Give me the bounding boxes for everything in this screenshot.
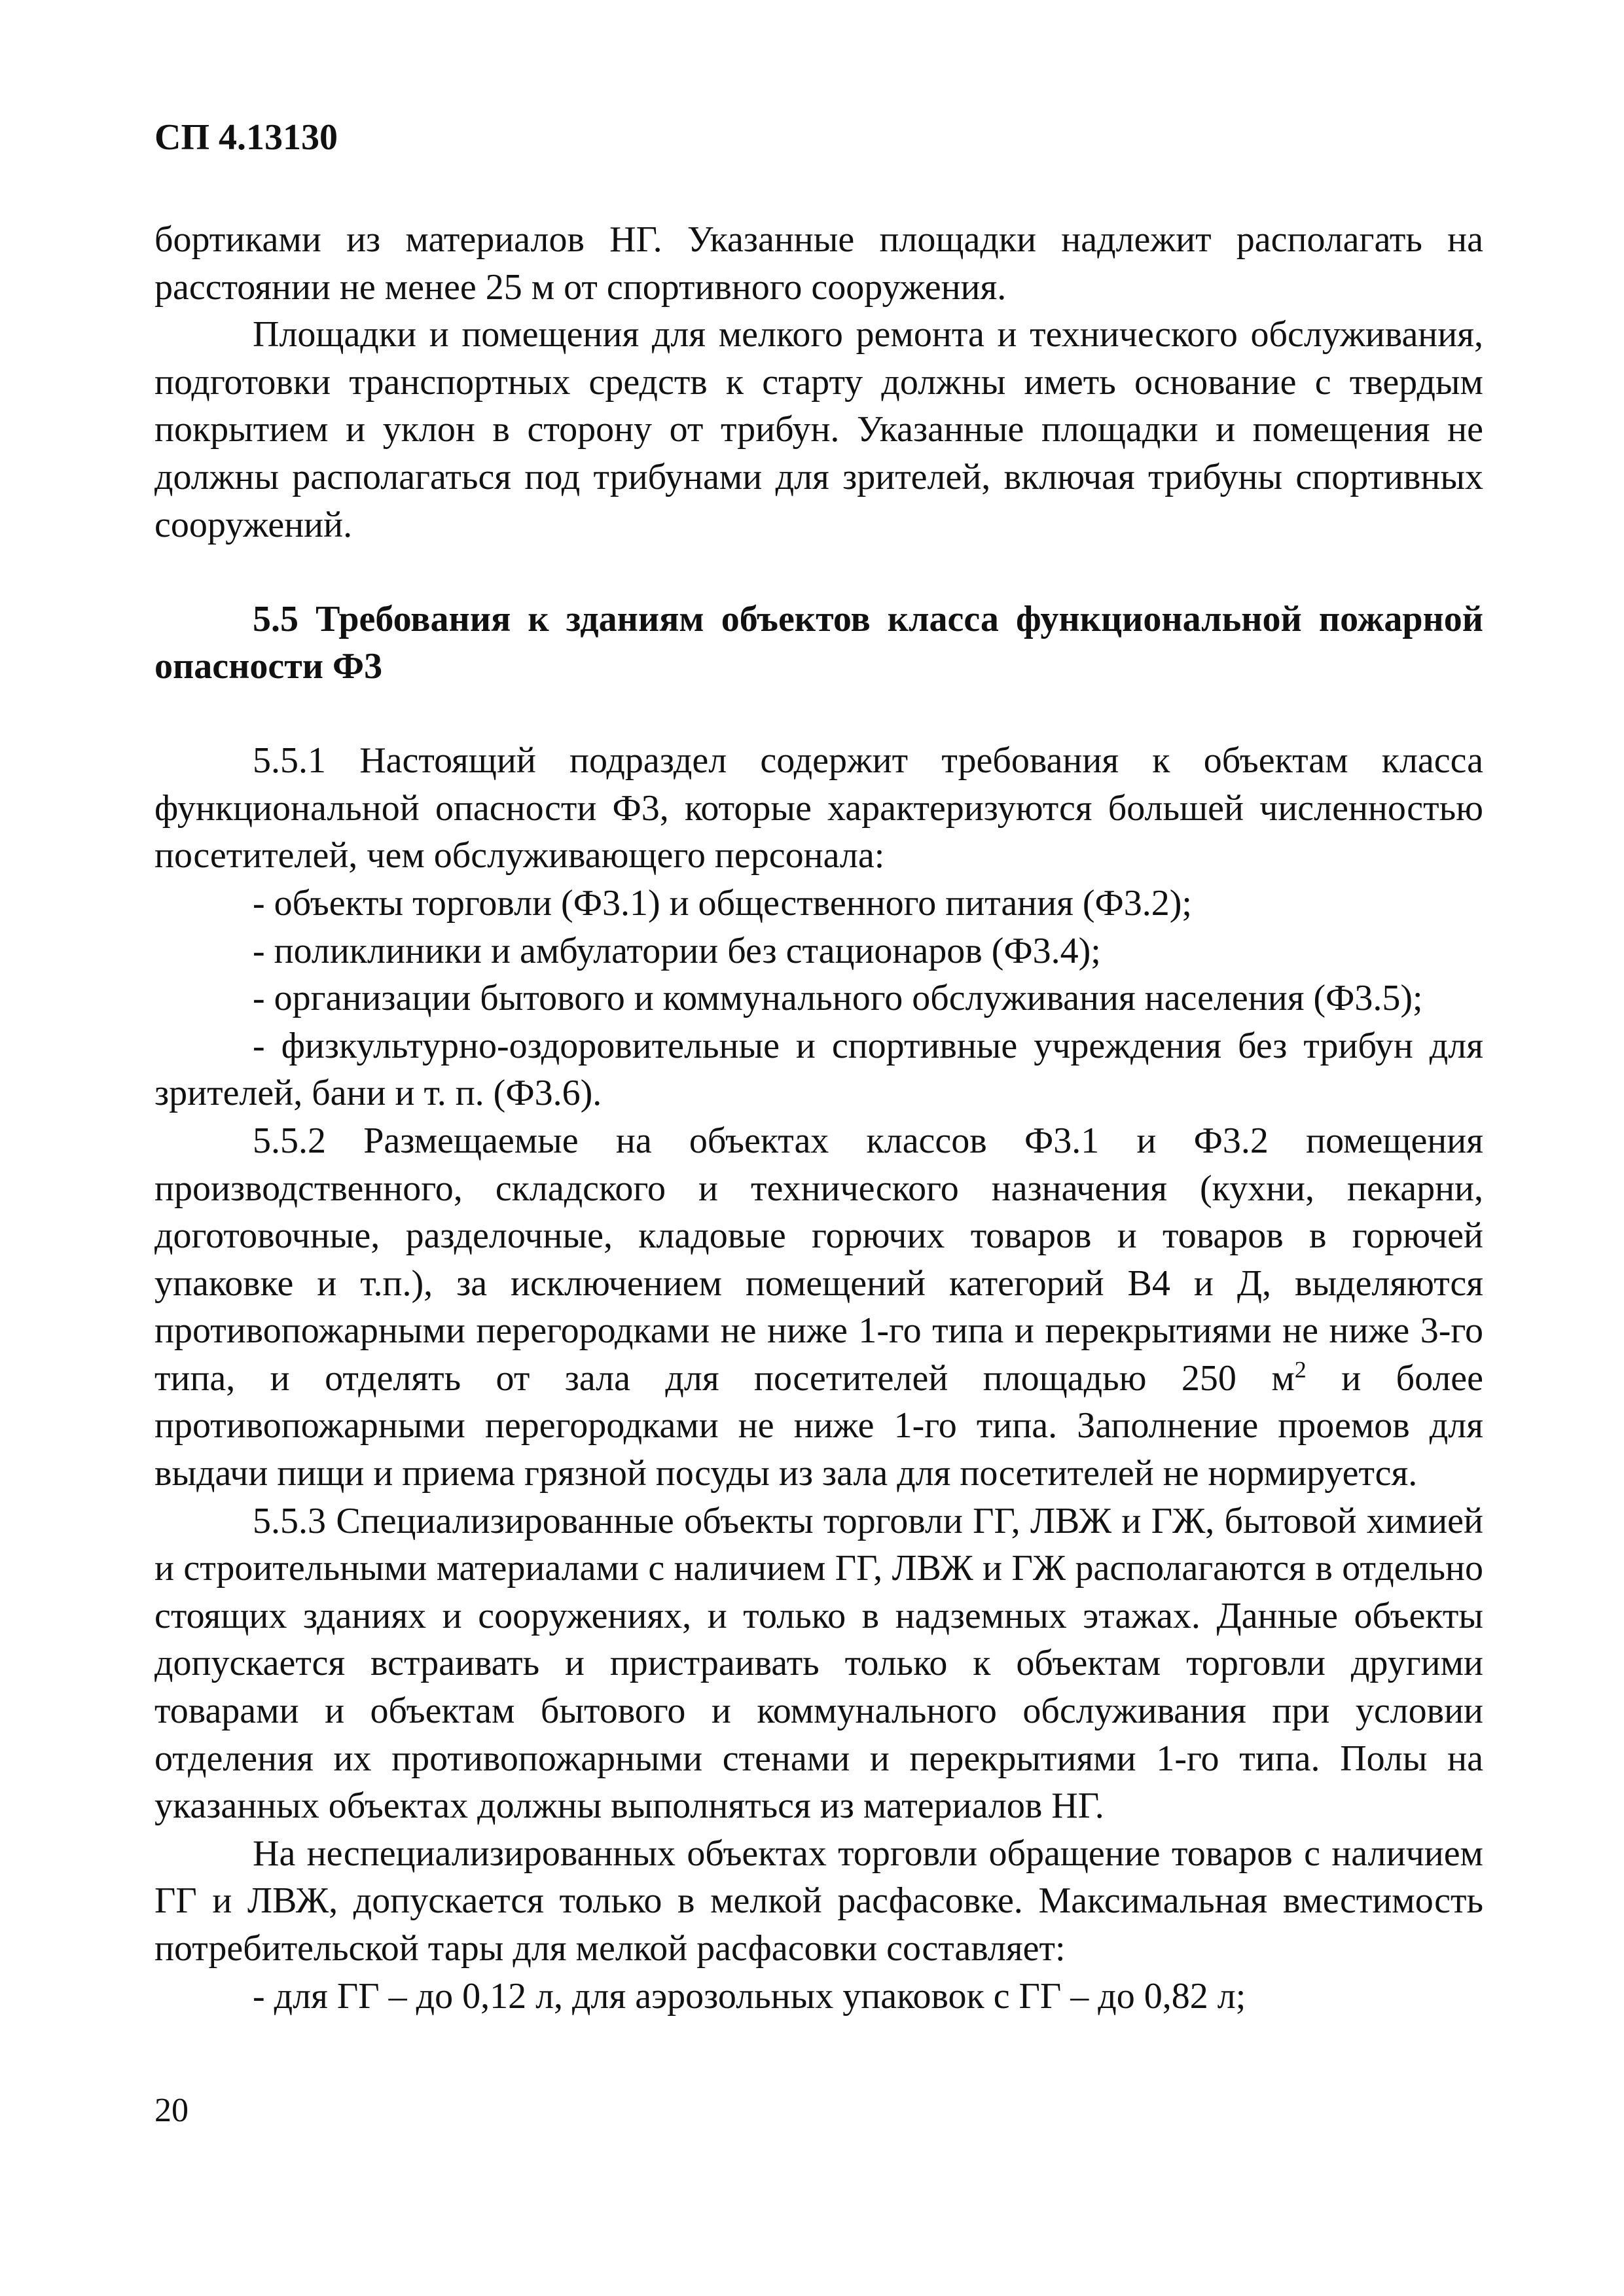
paragraph-5-5-3: 5.5.3 Специализированные объекты торговли ГГ, ЛВЖ и ГЖ, бытовой химией и строительными материалами с наличием ГГ, ЛВЖ и ГЖ располагаются в отдельно стоящих зданиях и сооружениях, и только в надземных этажах. Данные объекты допускается встраивать и пристраивать только к объектам торговли другими товарами и объектам бытового и коммунального обслуживания при условии отделения их противопожарными стенами и перекрытиями 1-го типа. Полы на указанных объектах должны выполняться из материалов НГ. <box>154 1500 1483 1827</box>
document-code: СП 4.13130 <box>154 117 338 158</box>
list-item: - для ГГ – до 0,12 л, для аэрозольных упаковок с ГГ – до 0,82 л; <box>253 1975 1246 2017</box>
paragraph-nonspecialized-trade: На неспециализированных объектах торговли обращение товаров с наличием ГГ и ЛВЖ, допускается только в мелкой расфасовке. Максимальная вместимость потребительской тары для мелкой расфасовки составляет: <box>154 1833 1483 1969</box>
paragraph-5-5-2-text-end: и более противопожарными перегородками не ниже 1-го типа. Заполнение проемов для выдачи пищи и приема грязной посуды из зала для посетителей не нормируется. <box>154 1357 1484 1494</box>
list-item: - объекты торговли (Ф3.1) и общественного питания (Ф3.2); <box>253 882 1192 924</box>
section-heading-5-5: 5.5 Требования к зданиям объектов класса функциональной пожарной опасности Ф3 <box>154 599 1483 687</box>
paragraph-5-5-1: 5.5.1 Настоящий подраздел содержит требования к объектам класса функциональной опасности Ф3, которые характеризуются большей численностью посетителей, чем обслуживающего персонала: <box>154 740 1483 876</box>
paragraph-5-5-2-text: 5.5.2 Размещаемые на объектах классов Ф3.1 и Ф3.2 помещения производственного, складского и технического назначения (кухни, пекарни, доготовочные, разделочные, кладовые горючих товаров и товаров в горючей упаковке и т.п.), за исключением помещений категорий В4 и Д, выделяются противопожарными перегородками не ниже 1-го типа и перекрытиями не ниже 3-го типа, и отделять от зала для посетителей площадью 250 м <box>154 1120 1483 1399</box>
list-item: - физкультурно-оздоровительные и спортивные учреждения без трибун для зрителей, бани и т. п. (Ф3.6). <box>154 1025 1483 1114</box>
list-item: - поликлиники и амбулатории без стационаров (Ф3.4); <box>253 930 1101 971</box>
paragraph-5-5-2 <box>154 1117 1483 1498</box>
superscript-exponent: 2 <box>1294 1356 1307 1383</box>
paragraph-continuation: бортиками из материалов НГ. Указанные площадки надлежит располагать на расстоянии не менее 25 м от спортивного сооружения. <box>154 219 1483 308</box>
page-number: 20 <box>154 2092 189 2129</box>
paragraph-repair-areas: Площадки и помещения для мелкого ремонта и технического обслуживания, подготовки транспортных средств к старту должны иметь основание с твердым покрытием и уклон в сторону от трибун. Указанные площадки и помещения не должны располагаться под трибунами для зрителей, включая трибуны спортивных сооружений. <box>154 314 1483 545</box>
document-page <box>154 111 1483 2020</box>
list-item: - организации бытового и коммунального обслуживания населения (Ф3.5); <box>253 978 1423 1019</box>
